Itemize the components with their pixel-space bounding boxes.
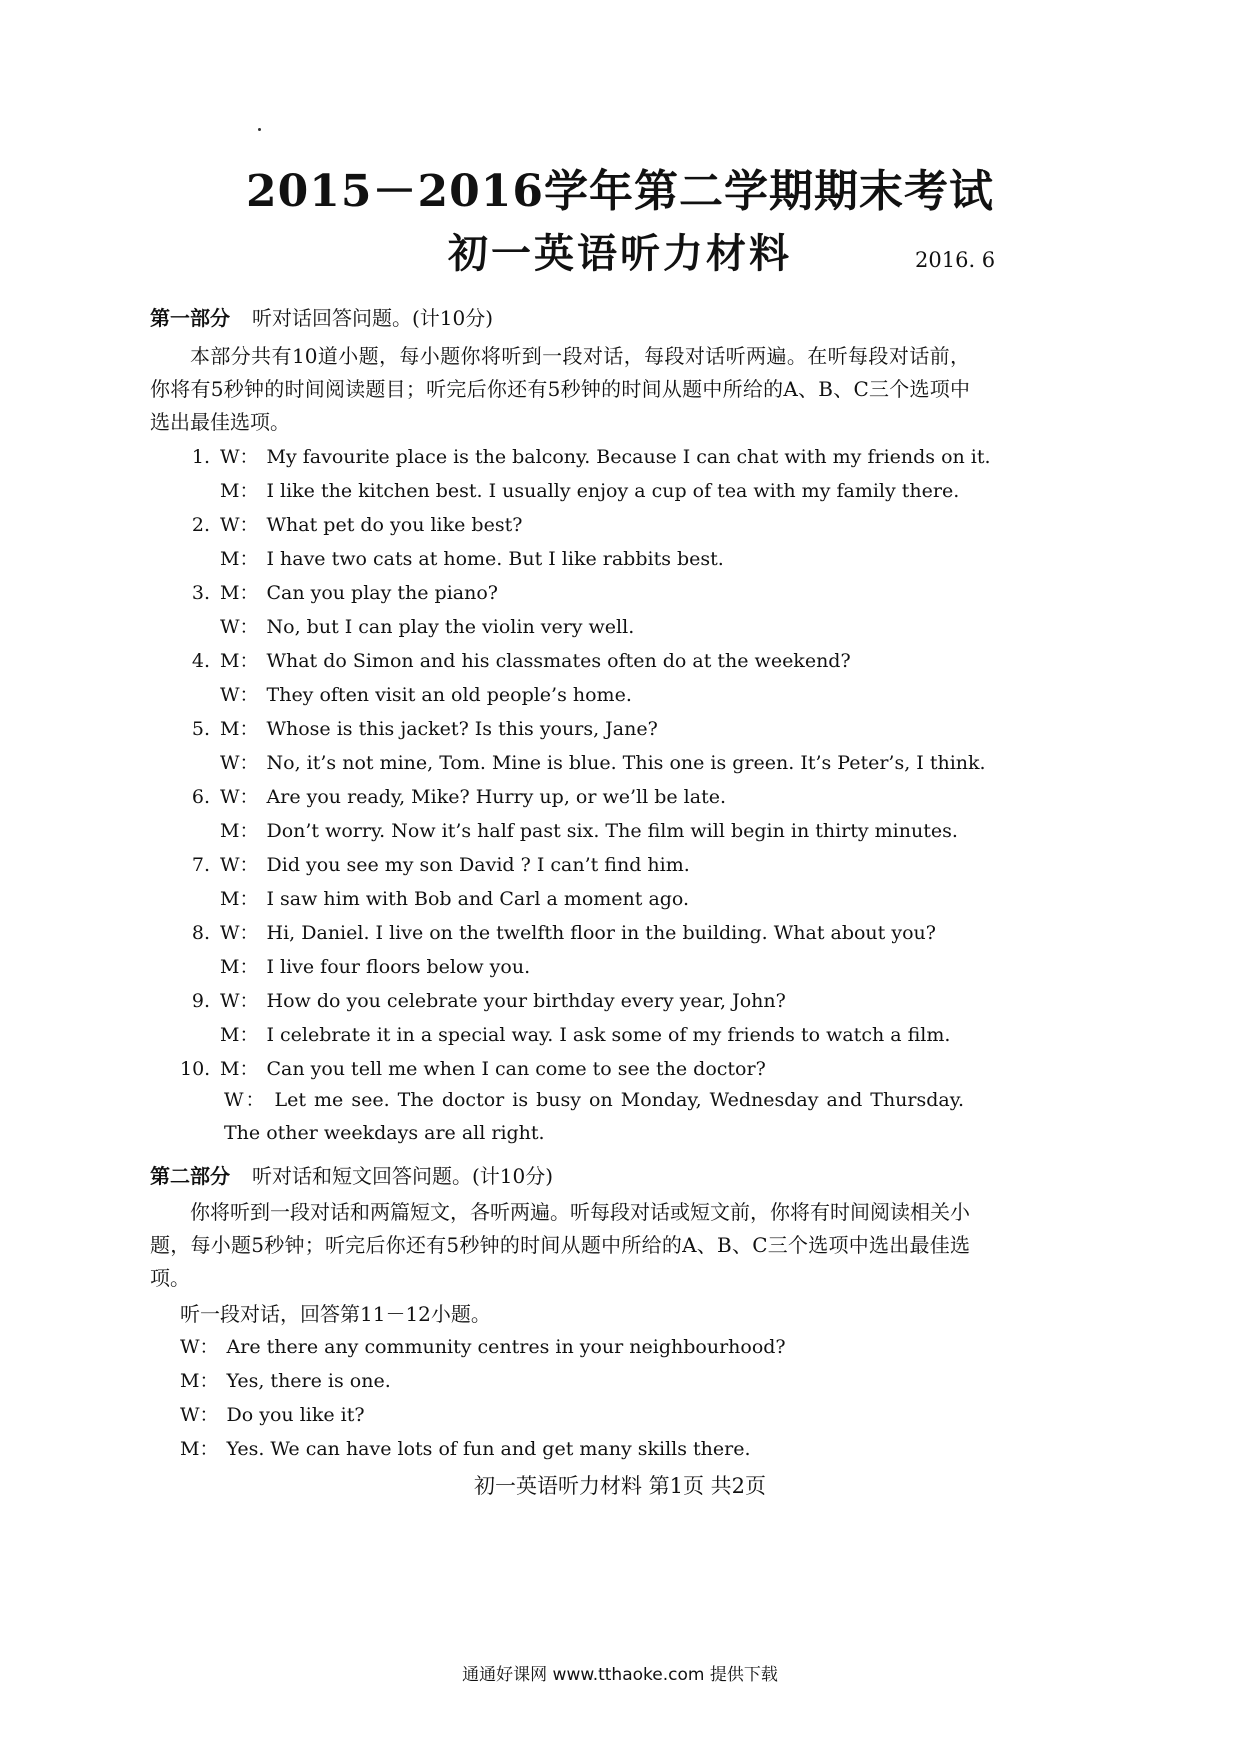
part2-dialogue-line-1: W： Are there any community centres in your neighbourhood?	[180, 1336, 786, 1358]
dialogue-7-line-2: M： I saw him with Bob and Carl a moment ago.	[220, 888, 690, 910]
part2-dialogue-line-3: W： Do you like it?	[180, 1404, 365, 1426]
dialogue-4-line-2: W： They often visit an old people’s home.	[220, 684, 632, 706]
page-footer: 初一英语听力材料 第1页 共2页	[473, 1474, 767, 1498]
part1-label: 第一部分	[150, 306, 230, 330]
dialogue-8-line-2: M： I live four floors below you.	[220, 956, 531, 978]
dialogue-6-line-2: M： Don’t worry. Now it’s half past six. The film will begin in thirty minutes.	[220, 820, 958, 842]
dialogue-7-line-1: 7. W： Did you see my son David ? I can’t find him.	[191, 854, 690, 876]
part2-instructions: 你将听到一段对话和两篇短文，各听两遍。听每段对话或短文前，你将有时间阅读相关小题，每小题5秒钟；听完后你还有5秒钟的时间从题中所给的A、B、C三个选项中选出最佳选项。	[150, 1200, 970, 1290]
dialogue-5-line-2: W： No, it’s not mine, Tom. Mine is blue. This one is green. It’s Peter’s, I think.	[220, 752, 986, 774]
dialogue-6-line-1: 6. W： Are you ready, Mike? Hurry up, or we’ll be late.	[191, 786, 726, 808]
dialogue-10-line-2: W： Let me see. The doctor is busy on Monday, Wednesday and Thursday. The other weekdays are all right.	[224, 1089, 964, 1144]
part2-label: 第二部分	[150, 1164, 230, 1188]
dialogue-3-line-2: W： No, but I can play the violin very well.	[220, 616, 635, 638]
dialogue-4-line-1: 4. M： What do Simon and his classmates often do at the weekend?	[191, 650, 851, 672]
dialogue-9-line-2: M： I celebrate it in a special way. I ask some of my friends to watch a film.	[220, 1024, 951, 1046]
stray-dot	[258, 128, 261, 131]
dialogue-9-line-1: 9. W： How do you celebrate your birthday every year, John?	[191, 990, 786, 1012]
part2-dialogue-line-4: M： Yes. We can have lots of fun and get many skills there.	[180, 1438, 751, 1460]
part1-heading-text: 听对话回答问题。(计10分)	[252, 306, 494, 330]
dialogue-2-line-1: 2. W： What pet do you like best?	[191, 514, 523, 536]
exam-subtitle: 初一英语听力材料	[448, 230, 792, 277]
part1-heading	[150, 302, 493, 331]
exam-title: 2015－2016学年第二学期期末考试	[246, 166, 994, 217]
dialogue-1-line-1: 1. W： My favourite place is the balcony. Because I can chat with my friends on it.	[191, 446, 991, 468]
dialogue-3-line-1: 3. M： Can you play the piano?	[191, 582, 498, 604]
part2-heading-text: 听对话和短文回答问题。(计10分)	[252, 1164, 554, 1188]
dialogue-8-line-1: 8. W： Hi, Daniel. I live on the twelfth floor in the building. What about you?	[191, 922, 936, 944]
exam-date: 2016. 6	[915, 248, 996, 272]
part1-instructions: 本部分共有10道小题，每小题你将听到一段对话，每段对话听两遍。在听每段对话前，你将有5秒钟的时间阅读题目；听完后你还有5秒钟的时间从题中所给的A、B、C三个选项中选出最佳选项。	[150, 344, 970, 434]
download-watermark: 通通好课网 www.tthaoke.com 提供下载	[462, 1665, 778, 1685]
dialogue-10-line-1: 10. M： Can you tell me when I can come to see the doctor?	[180, 1058, 766, 1080]
dialogue-5-line-1: 5. M： Whose is this jacket? Is this yours, Jane?	[191, 718, 658, 740]
dialogue-2-line-2: M： I have two cats at home. But I like rabbits best.	[220, 548, 724, 570]
dialogue-1-line-2: M： I like the kitchen best. I usually enjoy a cup of tea with my family there.	[220, 480, 960, 502]
part2-dialogue-line-2: M： Yes, there is one.	[180, 1370, 391, 1392]
part2-heading	[150, 1160, 553, 1189]
part2-subheading: 听一段对话，回答第11－12小题。	[180, 1302, 491, 1326]
